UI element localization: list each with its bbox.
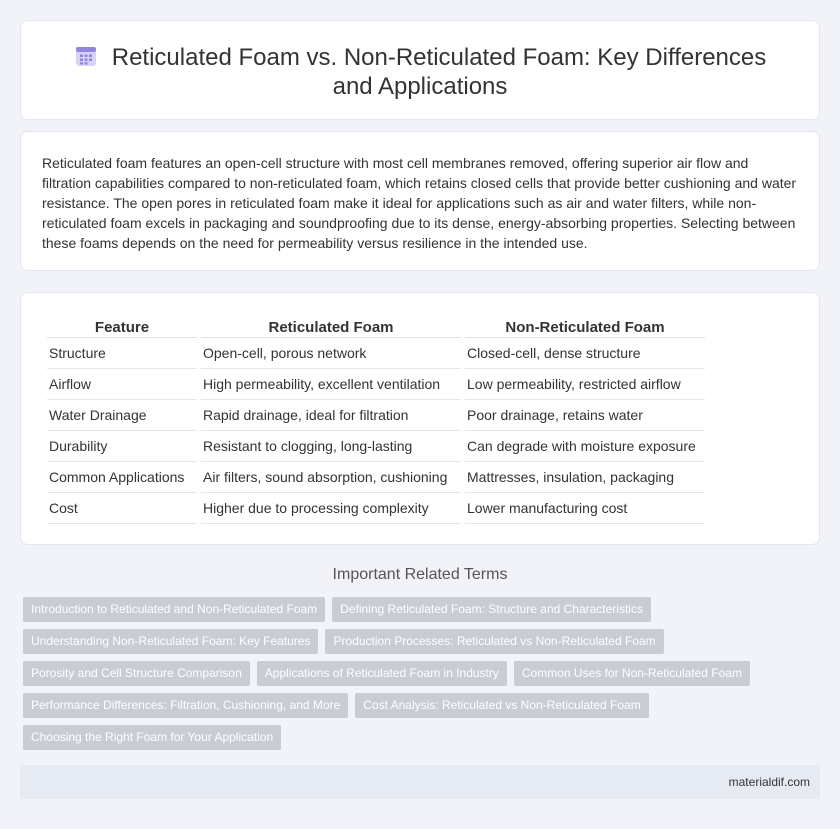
table-cell: Cost (47, 493, 197, 524)
table-cell: Mattresses, insulation, packaging (465, 462, 705, 493)
related-term-tag[interactable]: Common Uses for Non-Reticulated Foam (514, 661, 750, 686)
related-term-tag[interactable]: Cost Analysis: Reticulated vs Non-Reticulated Foam (355, 693, 648, 718)
related-terms-heading: Important Related Terms (332, 566, 508, 583)
table-cell: Closed-cell, dense structure (465, 338, 705, 369)
related-terms-list (23, 597, 813, 757)
table-cell: Airflow (47, 369, 197, 400)
table-row (47, 493, 705, 524)
intro-paragraph: Reticulated foam features an open-cell structure with most cell membranes removed, offering superior air flow and filtration capabilities compared to non-reticulated foam, which retains closed cells that provide better cushioning and water resistance. The open pores in reticulated foam make it ideal for applications such as air and water filters, while non-reticulated foam excels in packaging and soundproofing due to its dense, energy-absorbing properties. Selecting between these foams depends on the need for permeability versus resilience in the intended use. (42, 155, 797, 251)
table-header-row (47, 314, 705, 338)
table-row (47, 369, 705, 400)
page-title: Reticulated Foam vs. Non-Reticulated Foam: Key Differences and Applications (111, 44, 767, 100)
column-header-reticulated: Reticulated Foam (201, 314, 461, 338)
related-term-tag[interactable]: Choosing the Right Foam for Your Application (23, 725, 281, 750)
column-header-non-reticulated: Non-Reticulated Foam (465, 314, 705, 338)
table-row (47, 462, 705, 493)
table-cell: Structure (47, 338, 197, 369)
table-cell: Rapid drainage, ideal for filtration (201, 400, 461, 431)
related-term-tag[interactable]: Performance Differences: Filtration, Cushioning, and More (23, 693, 348, 718)
table-cell: Water Drainage (47, 400, 197, 431)
related-term-tag[interactable]: Defining Reticulated Foam: Structure and Characteristics (332, 597, 651, 622)
table-cell: Lower manufacturing cost (465, 493, 705, 524)
table-cell: High permeability, excellent ventilation (201, 369, 461, 400)
intro-card (20, 131, 820, 271)
title-card (20, 20, 820, 120)
page-title-wrap (21, 43, 819, 101)
related-term-tag[interactable]: Applications of Reticulated Foam in Industry (257, 661, 507, 686)
comparison-table-card (20, 292, 820, 545)
table-cell: Higher due to processing complexity (201, 493, 461, 524)
table-cell: Durability (47, 431, 197, 462)
footer-site-link[interactable]: materialdif.com (728, 775, 810, 789)
table-cell: Open-cell, porous network (201, 338, 461, 369)
table-cell: Common Applications (47, 462, 197, 493)
table-cell: Air filters, sound absorption, cushioning (201, 462, 461, 493)
related-term-tag[interactable]: Introduction to Reticulated and Non-Reticulated Foam (23, 597, 325, 622)
calendar-grid-icon (74, 44, 98, 68)
table-row (47, 400, 705, 431)
table-cell: Resistant to clogging, long-lasting (201, 431, 461, 462)
related-term-tag[interactable]: Understanding Non-Reticulated Foam: Key Features (23, 629, 318, 654)
table-row (47, 431, 705, 462)
footer (20, 765, 820, 799)
column-header-feature: Feature (47, 314, 197, 338)
related-term-tag[interactable]: Production Processes: Reticulated vs Non-Reticulated Foam (325, 629, 663, 654)
table-row (47, 338, 705, 369)
table-cell: Low permeability, restricted airflow (465, 369, 705, 400)
table-cell: Poor drainage, retains water (465, 400, 705, 431)
comparison-table (43, 314, 709, 524)
table-cell: Can degrade with moisture exposure (465, 431, 705, 462)
related-term-tag[interactable]: Porosity and Cell Structure Comparison (23, 661, 250, 686)
